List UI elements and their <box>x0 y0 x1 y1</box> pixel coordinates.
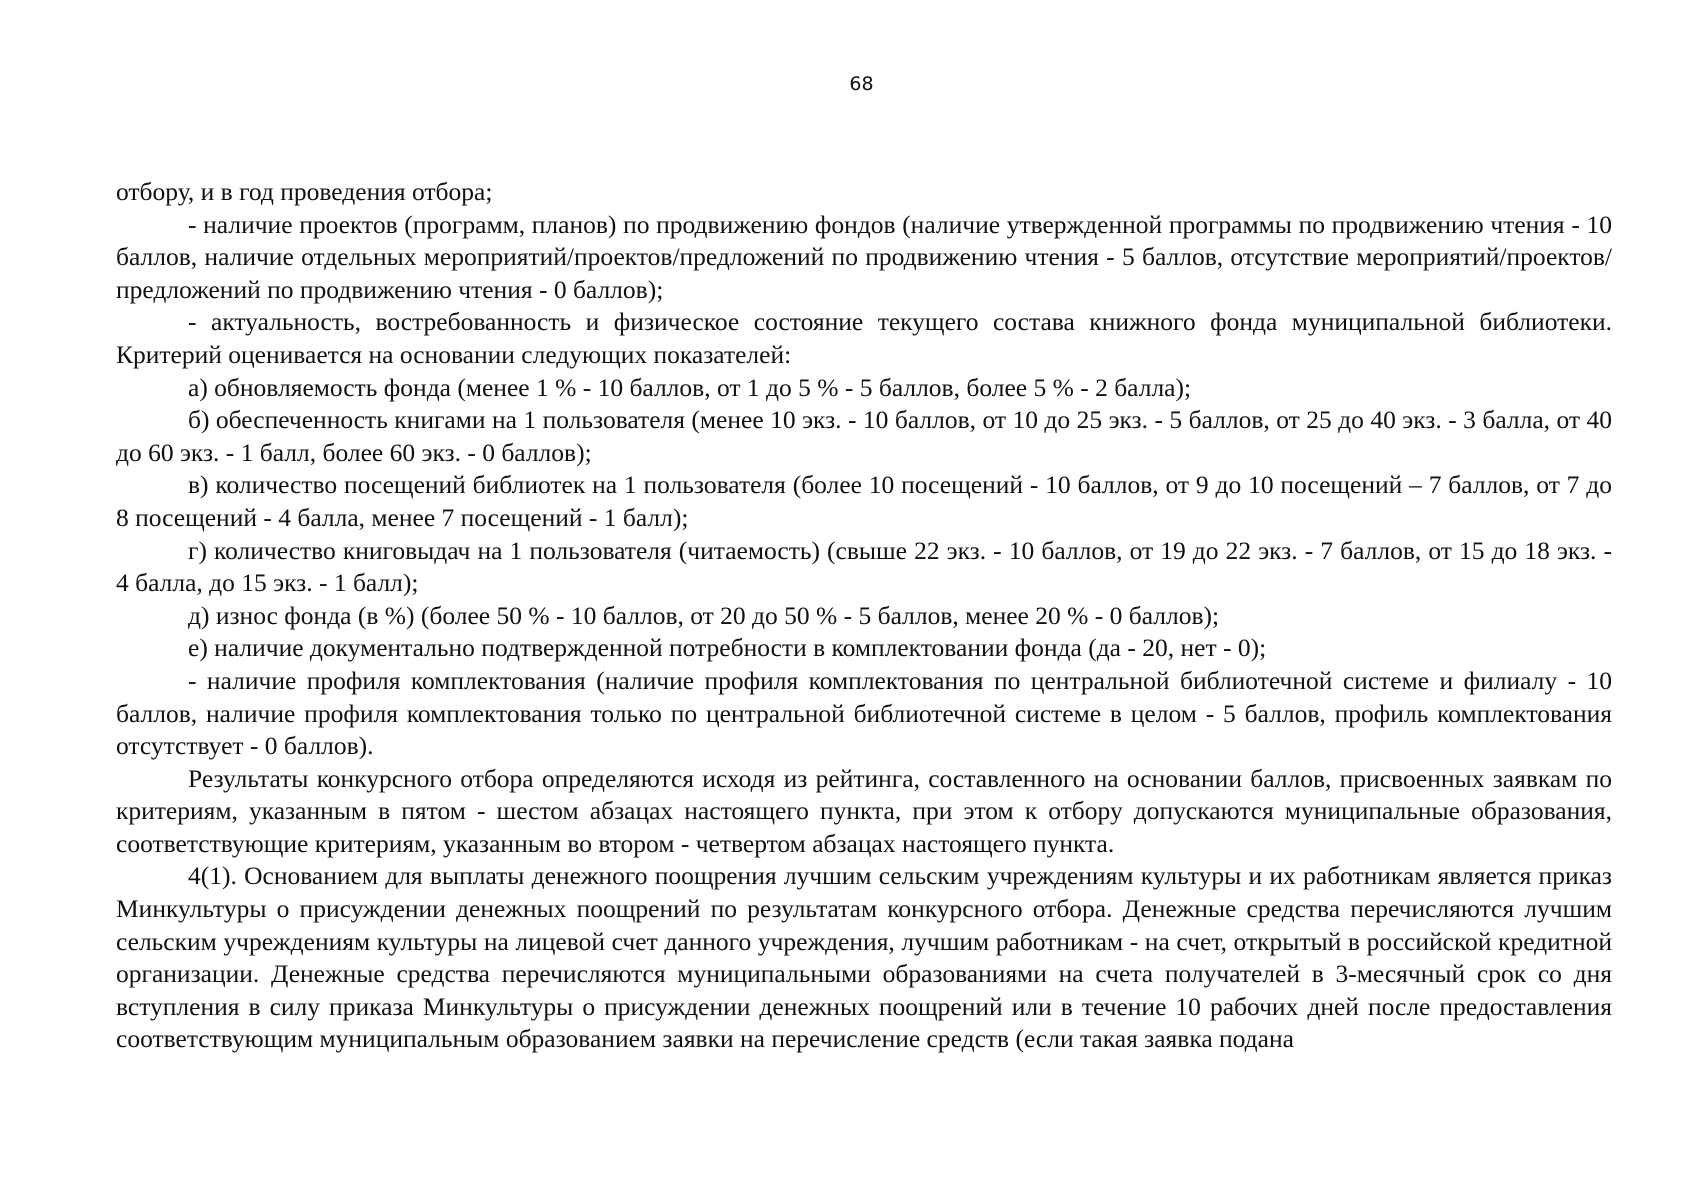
paragraph-2: - наличие проектов (программ, планов) по продвижению фондов (наличие утвержденной программы по продвижению чтения - 10 баллов, наличие отдельных мероприятий/проектов/предложений по продвижению чтения - 5 баллов, отсутствие мероприятий/проектов/предложений по продвижению чтения - 0 баллов); <box>116 209 1612 304</box>
paragraph-5: б) обеспеченность книгами на 1 пользователя (менее 10 экз. - 10 баллов, от 10 до 25 экз. - 5 баллов, от 25 до 40 экз. - 3 балла, от 40 до 60 экз. - 1 балл, более 60 экз. - 0 баллов); <box>116 405 1612 467</box>
paragraph-6: в) количество посещений библиотек на 1 пользователя (более 10 посещений - 10 баллов, от 9 до 10 посещений – 7 баллов, от 7 до 8 посещений - 4 балла, менее 7 посещений - 1 балл); <box>116 470 1612 532</box>
document-body <box>116 176 1612 1056</box>
paragraph-1: отбору, и в год проведения отбора; <box>116 177 493 206</box>
paragraph-3: - актуальность, востребованность и физическое состояние текущего состава книжного фонда муниципальной библиотеки. Критерий оценивается на основании следующих показателей: <box>116 307 1612 369</box>
paragraph-11: Результаты конкурсного отбора определяются исходя из рейтинга, составленного на основании баллов, присвоенных заявкам по критериям, указанным в пятом - шестом абзацах настоящего пункта, при этом к отбору допускаются муниципальные образования, соответствующие критериям, указанным во втором - четвертом абзацах настоящего пункта. <box>116 763 1612 858</box>
page-number: 68 <box>849 73 874 95</box>
paragraph-8: д) износ фонда (в %) (более 50 % - 10 баллов, от 20 до 50 % - 5 баллов, менее 20 % - 0 баллов); <box>188 600 1220 630</box>
paragraph-10: - наличие профиля комплектования (наличие профиля комплектования по центральной библиотечной системе и филиалу - 10 баллов, наличие профиля комплектования только по центральной библиотечной системе в целом - 5 баллов, профиль комплектования отсутствует - 0 баллов). <box>116 665 1612 761</box>
paragraph-12: 4(1). Основанием для выплаты денежного поощрения лучшим сельским учреждениям культуры и их работникам является приказ Минкультуры о присуждении денежных поощрений по результатам конкурсного отбора. Денежные средства перечисляются лучшим сельским учреждениям культуры на лицевой счет данного учреждения, лучшим работникам - на счет, открытый в российской кредитной организации. Денежные средства перечисляются муниципальными образованиями на счета получателей в 3-месячный срок со дня вступления в силу приказа Минкультуры о присуждении денежных поощрений или в течение 10 рабочих дней после предоставления соответствующим муниципальным образованием заявки на перечисление средств (если такая заявка подана <box>116 861 1612 1054</box>
paragraph-4: а) обновляемость фонда (менее 1 % - 10 баллов, от 1 до 5 % - 5 баллов, более 5 % - 2 балла); <box>188 372 1192 402</box>
paragraph-9: е) наличие документально подтвержденной потребности в комплектовании фонда (да - 20, нет - 0); <box>188 633 1267 663</box>
paragraph-7: г) количество книговыдач на 1 пользователя (читаемость) (свыше 22 экз. - 10 баллов, от 19 до 22 экз. - 7 баллов, от 15 до 18 экз. - 4 балла, до 15 экз. - 1 балл); <box>116 535 1612 598</box>
